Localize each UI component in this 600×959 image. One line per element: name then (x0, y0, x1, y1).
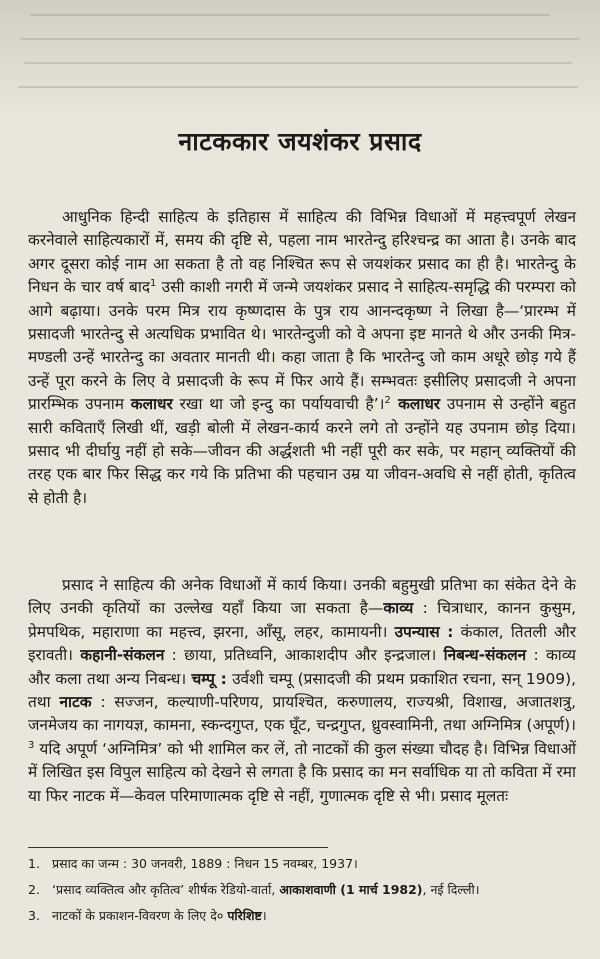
footnote-ref-2: 2 (384, 395, 391, 407)
footnote-text: प्रसाद का जन्म : 30 जनवरी, 1889 : निधन 15 नवम्बर, 1937। (52, 856, 358, 871)
p2-text-4: : छाया, प्रतिध्वनि, आकाशदीप और इन्द्रजाल। (164, 646, 444, 665)
bleed-line (20, 38, 580, 40)
p2-text-1: प्रसाद ने साहित्य की अनेक विधाओं में कार्य किया। उनकी बहुमुखी प्रतिभा का संकेत देने के लिए उनकी कृतियों का उल्लेख यहाँ किया जा सकता है— (28, 576, 576, 618)
p2-text-7: : सज्जन, कल्याणी-परिणय, प्रायश्चित, करुणालय, राज्यश्री, विशाख, अजातशत्रु, जनमेजय का नागयज्ञ, कामना, स्कन्दगुप्त, एक घूँट, चन्द्रगुप्त, ध्रुवस्वामिनी, तथा अग्निमित्र (अपूर्ण)। (28, 693, 576, 735)
nibandh-heading: निबन्ध-संकलन (443, 646, 527, 665)
footnotes (28, 851, 588, 929)
footnote-number: 2. (28, 882, 40, 897)
kaladhar-term: कलाधर (130, 395, 173, 414)
previous-page-bleed-through (0, 0, 600, 120)
kavya-heading: काव्य (383, 599, 414, 618)
footnote-ref-3: 3 (28, 739, 35, 751)
bleed-line (18, 86, 578, 88)
footnote-number: 1. (28, 856, 40, 871)
p1-text-1: आधुनिक हिन्दी साहित्य के इतिहास में साहित्य की विभिन्न विधाओं में महत्त्वपूर्ण लेखन करनेवाले साहित्यकारों में, समय की दृष्टि से, पहला नाम भारतेन्दु हरिश्चन्द्र का आता है। उनके बाद अगर दूसरा कोई नाम आ सकता है तो वह निश्चित रूप से जयशंकर प्रसाद का ही है। भारतेन्दु के निधन के चार वर्ष बाद (28, 208, 576, 297)
bleed-line (24, 62, 572, 64)
footnote-text: ‘प्रसाद व्यक्तित्व और कृतित्व’ शीर्षक रेडियो-वार्ता, (52, 882, 280, 897)
p2-text-5: : काव्य और कला तथा अन्य निबन्ध। (28, 646, 576, 688)
footnote-text: नाटकों के प्रकाशन-विवरण के लिए दे० (52, 908, 228, 923)
p1-text-2: उसी काशी नगरी में जन्मे जयशंकर प्रसाद ने साहित्य-समृद्धि की परम्परा को आगे बढ़ाया। उनके परम मित्र राय कृष्णदास के पुत्र राय आनन्दकृष्ण ने लिखा है—‘प्रारम्भ में प्रसादजी भारतेन्दु से अत्यधिक प्रभावित थे। भारतेन्दुजी को वे अपना इष्ट मानते थे और उनकी मित्र-मण्डली उन्हें भारतेन्दु का अवतार मानती थी। कहा जाता है कि भारतेन्दु जो काम अधूरे छोड़ गये हैं उन्हें पूरा करने के लिए वे प्रसादजी के रूप में फिर आये हैं। सम्भवतः इसीलिए प्रसादजी ने अपना प्रारम्भिक उपनाम (28, 278, 576, 414)
footnote-3 (28, 903, 588, 929)
p2-text-3: कंकाल, तितली और इरावती। (28, 622, 577, 665)
footnote-number: 3. (28, 908, 40, 923)
page-title: नाटककार जयशंकर प्रसाद (178, 127, 422, 156)
bleed-line (30, 14, 550, 16)
p2-text-2: : चित्राधार, कानन कुसुम, प्रेमपथिक, महाराणा का महत्त्व, झरना, आँसू, लहर, कामायनी। (28, 599, 577, 641)
kahani-heading: कहानी-संकलन (80, 646, 165, 665)
p2-text-6: उर्वशी चम्पू (प्रसादजी की प्रथम प्रकाशित रचना, सन् 1909), तथा (28, 669, 576, 712)
footnote-divider (28, 847, 328, 848)
footnote-1 (28, 851, 588, 877)
footnote-2 (28, 877, 588, 903)
footnote-tail: । (261, 908, 267, 923)
p2-text-8: यदि अपूर्ण ‘अग्निमित्र’ को भी शामिल कर लें, तो नाटकों की कुल संख्या चौदह है। विभिन्न विधाओं में लिखित इस विपुल साहित्य को देखने से लगता है कि प्रसाद का मन सर्वाधिक या तो कविता में रमा या फिर नाटक में—केवल परिमाणात्मक दृष्टि से नहीं, गुणात्मक दृष्टि से भी। प्रसाद मूलतः (28, 739, 576, 805)
footnote-tail: , नई दिल्ली। (422, 882, 480, 897)
p1-text-4: उपनाम से उन्होंने बहुत सारी कविताएँ लिखी थीं, खड़ी बोली में लेखन-कार्य करने लगे तो उन्होंने यह उपनाम छोड़ दिया। प्रसाद भी दीर्घायु नहीं हो सके—जीवन की अर्द्धशती भी नहीं पूरी कर सके, पर महान् व्यक्तियों की तरह एक बार फिर सिद्ध कर गये कि प्रतिभा की पहचान उम्र या जीवन-अवधि से नहीं होती, कृतित्व से होती है। (28, 395, 577, 507)
footnote-ref-1: 1 (150, 278, 157, 290)
p1-text-3: रखा था जो इन्दु का पर्यायवाची है’। (172, 395, 385, 414)
footnote-bold-source: आकाशवाणी (1 मार्च 1982) (279, 882, 423, 897)
upanyas-heading: उपन्यास : (394, 622, 454, 641)
paragraph-1 (28, 206, 576, 510)
kaladhar-term-2: कलाधर (390, 395, 441, 414)
champu-heading: चम्पू : (191, 669, 227, 688)
footnote-bold-appendix: परिशिष्ट (227, 908, 262, 923)
natak-heading: नाटक (59, 693, 92, 712)
paragraph-2 (28, 574, 576, 808)
